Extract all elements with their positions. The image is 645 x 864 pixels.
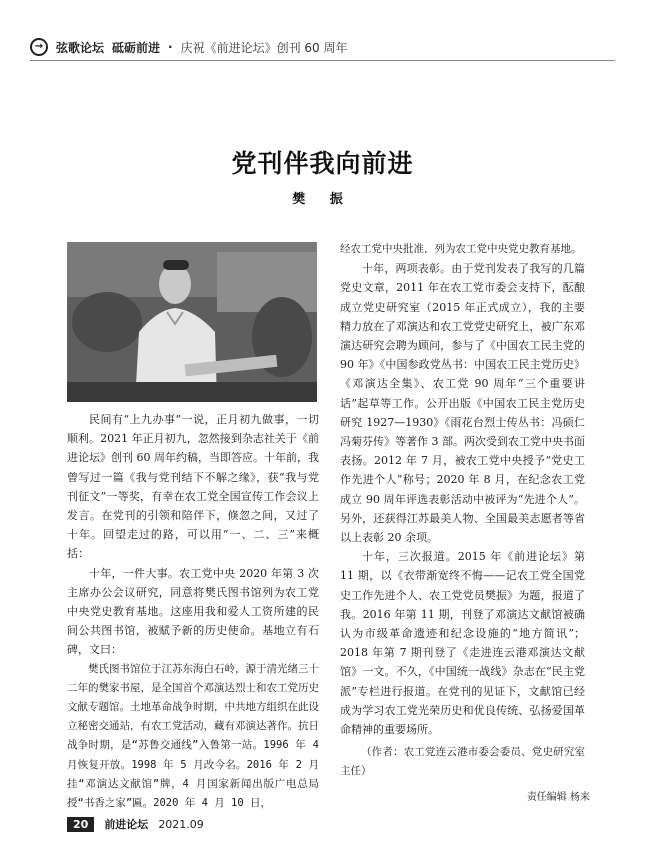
stele-inscription-continued: 经农工党中央批准，列为农工党中央党史教育基地。 xyxy=(340,243,582,255)
issue-number: 2021.09 xyxy=(158,817,204,831)
paragraph-two-honors: 十年，两项表彰。由于党刊发表了我写的几篇党史文章，2011 年在农工党市委会支持下，酝酿成立党史研究室（2015 年正式成立），我的主要精力放在了邓演达和农工党党史研究上，被广东邓演达研究会聘为顾问，参与了《中国农工民主党的 90 年》《中国参政党丛书：中国农工民主党历史》《邓演达全集》、农工党 90 周年“三个重要讲话”起草等工作。公开出版《中国农工民主党历史研究 1927—1930》《雨花台烈士传丛书：冯硕仁 冯菊芬传》等著作 3 部。两次受到农工党中央书面表扬。2012 年 7 月，被农工党中央授予“党史工作先进个人”称号；2020 年 8 月，在纪念农工党成立 90 周年评选表彰活动中被评为“先进个人”。另外，还获得江苏最美人物、全国最美志愿者等省以上表彰 20 余项。 xyxy=(340,262,585,545)
page-footer xyxy=(67,816,204,832)
header-tagline: 庆祝《前进论坛》创刊 60 周年 xyxy=(180,40,348,55)
responsible-editor: 责任编辑 杨来 xyxy=(526,792,590,803)
magazine-logo-icon: → xyxy=(30,38,48,56)
stele-inscription: 樊氏图书馆位于江苏东海白石岭，源于清光绪三十二年的樊家书屋，是全国首个邓演达烈士和农工党历史文献专题馆。土地革命战争时期，中共地方组织在此设立秘密交通站，有农工党活动，藏有邓演达著作。抗日战争时期，是“苏鲁交通线”入鲁第一站。1996 年 4 月恢复开放。1998 年 5 月改今名。2016 年 2 月挂“邓演达文献馆”牌，4 月国家新闻出版广电总局授“书香之家”匾。2020 年 4 月 10 日， xyxy=(67,662,319,810)
section-name: 砥砺前进 xyxy=(112,40,161,55)
portrait-photo-icon xyxy=(67,242,317,402)
article-author: 樊 振 xyxy=(292,192,353,207)
paragraph-intro: 民间有“上九办事”一说，正月初九做事，一切顺利。2021 年正月初九，忽然接到杂志社关于《前进论坛》创刊 60 周年约稿，当即答应。十年前，我曾写过一篇《我与党刊结下不解之缘》，获“我与党刊征文”一等奖，有幸在农工党全国宣传工作会议上发言。在党刊的引领和陪伴下，倏忽之间，又过了十年。回望走过的路，可以用“一、二、三”来概括： xyxy=(67,413,319,561)
paragraph-three-reports: 十年，三次报道。2015 年《前进论坛》第 11 期，以《衣带渐宽终不悔——记农工党全国党史工作先进个人、农工党党员樊振》为题，报道了我。2016 年第 11 期，刊登了邓演达文献馆被确认为市级革命遗迹和纪念设施的“地方简讯”；2018 年第 7 期刊登了《走进连云港邓演达文献馆》一文。不久，《中国统一战线》杂志在“民主党派”专栏进行报道。在党刊的见证下，文献馆已经成为学习农工党光荣历史和优良传统、弘扬爱国革命精神的重要场所。 xyxy=(340,550,585,737)
author-photo xyxy=(67,242,317,402)
author-note: （作者：农工党连云港市委会委员、党史研究室主任） xyxy=(340,746,585,778)
article-title: 党刊伴我向前进 xyxy=(231,149,414,178)
paragraph-one-event: 十年，一件大事。农工党中央 2020 年第 3 次主席办公会议研究，同意将樊氏图书馆列为农工党中央党史教育基地。这座用我和爱人工资所建的民间公共图书馆，被赋予新的历史使命。基地立有石碑，文曰： xyxy=(67,566,319,657)
publication-name: 前进论坛 xyxy=(104,818,149,831)
column-name: 弦歌论坛 xyxy=(56,40,105,55)
left-column xyxy=(67,410,319,813)
header-separator: · xyxy=(168,40,173,54)
running-header xyxy=(30,36,615,58)
right-column xyxy=(340,240,585,782)
page-number: 20 xyxy=(67,817,94,832)
header-divider xyxy=(30,60,615,61)
